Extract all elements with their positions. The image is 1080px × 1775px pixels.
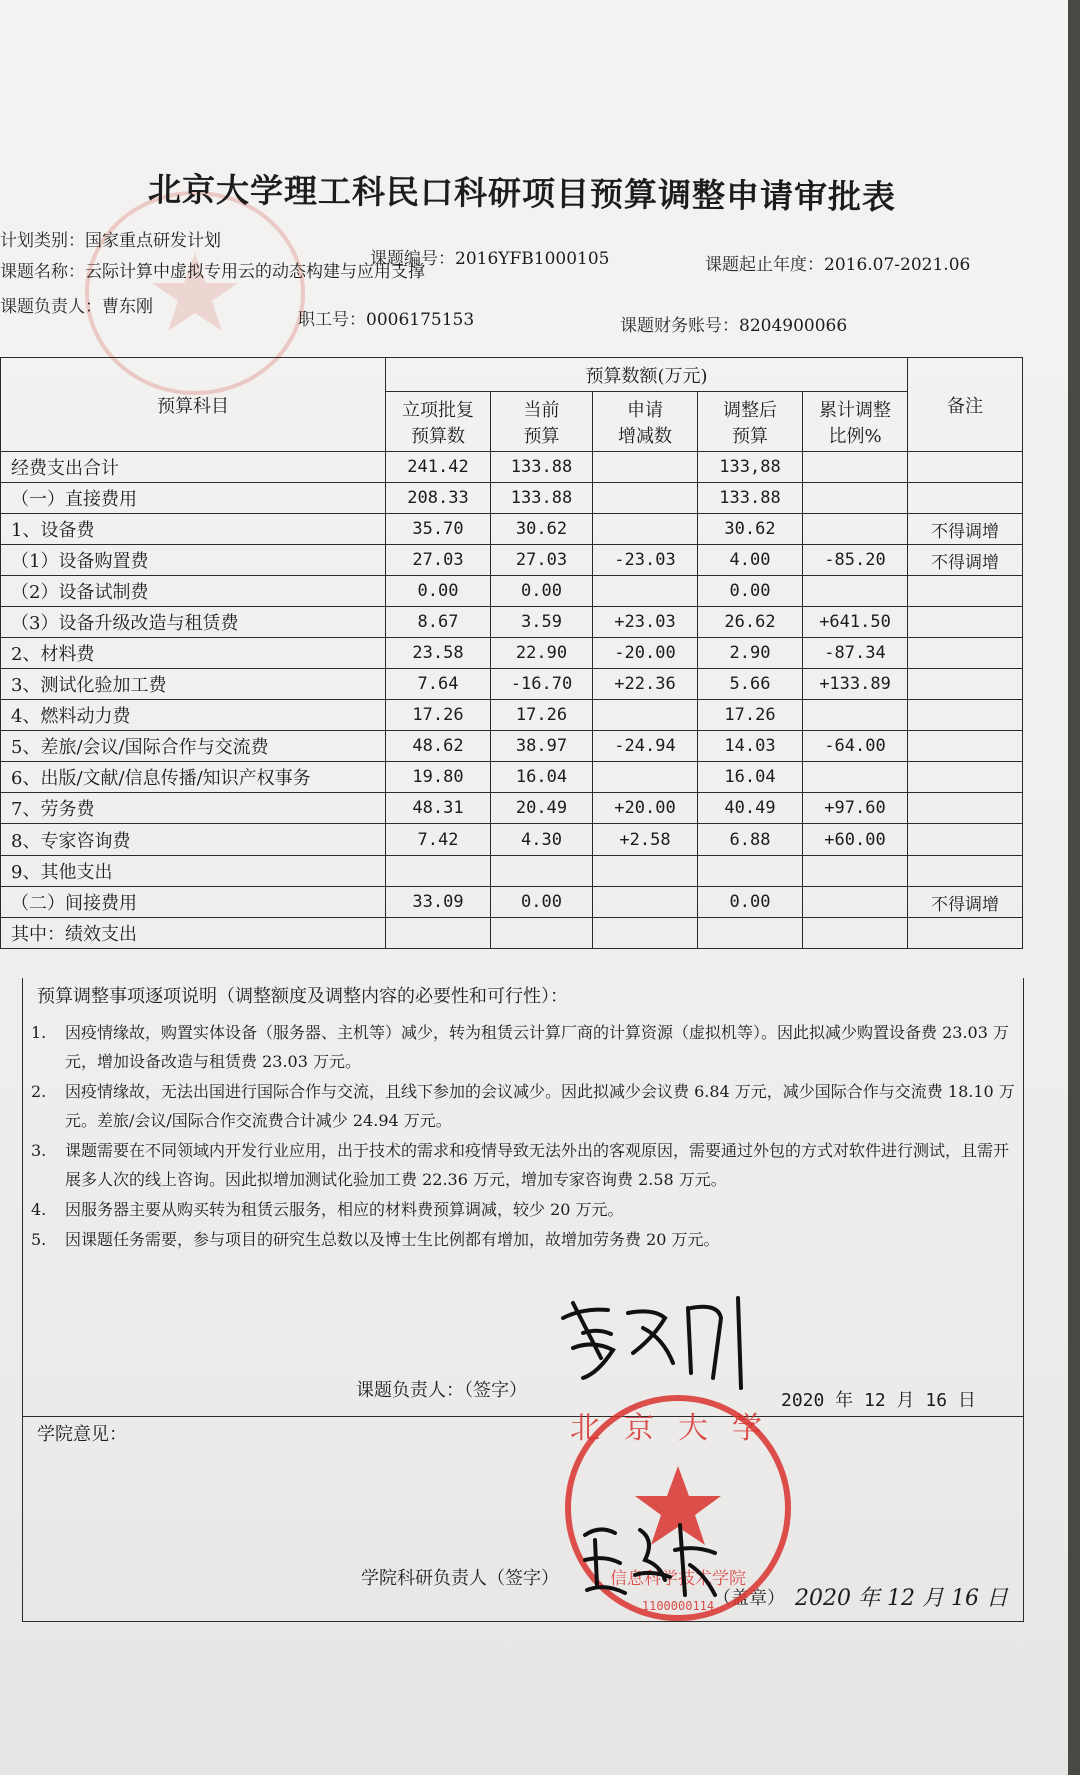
page-title: 北京大学理工科民口科研项目预算调整申请审批表 [147,169,897,217]
table-row [1,514,1023,545]
cell-change: +20.00 [593,793,698,824]
table-row [1,856,1023,887]
college-opinion-section [22,1416,1024,1622]
row-name: 3、测试化验加工费 [1,669,386,700]
cell-adjusted: 133,88 [698,452,803,483]
cell-adjusted: 0.00 [698,576,803,607]
list-item-number: 4. [31,1200,47,1219]
cell-change [593,856,698,887]
cell-adjusted: 5.66 [698,669,803,700]
cell-change: +2.58 [593,824,698,856]
cell-change [593,514,698,545]
cell-approved: 23.58 [386,638,491,669]
cell-current: 30.62 [491,514,593,545]
table-row [1,700,1023,731]
cell-change [593,576,698,607]
cell-remark [908,669,1023,700]
header-ratio: 累计调整 比例% [803,392,908,452]
project-name-field: 课题名称：云际计算中虚拟专用云的动态构建与应用支撑 [0,262,425,282]
cell-current: 38.97 [491,731,593,762]
cell-approved: 17.26 [386,700,491,731]
cell-change [593,700,698,731]
cell-ratio: -87.34 [803,638,908,669]
header-approved: 立项批复 预算数 [386,392,491,452]
cell-current [491,856,593,887]
budget-table [0,357,1023,949]
cell-current: 133.88 [491,452,593,483]
cell-adjusted: 40.49 [698,793,803,824]
list-item-text: 因服务器主要从购买转为租赁云服务，相应的材料费预算调减，较少 20 万元。 [65,1200,624,1219]
cell-ratio [803,576,908,607]
cell-change: -20.00 [593,638,698,669]
table-row [1,887,1023,918]
cell-remark [908,918,1023,949]
leader-sign-date: 2020 年 12 月 16 日 [781,1390,976,1411]
college-sign-label: 学院科研负责人（签字） [361,1568,559,1589]
cell-current: 0.00 [491,576,593,607]
cell-adjusted: 2.90 [698,638,803,669]
cell-approved: 0.00 [386,576,491,607]
row-name: （3）设备升级改造与租赁费 [1,607,386,638]
cell-adjusted: 26.62 [698,607,803,638]
cell-adjusted: 14.03 [698,731,803,762]
cell-adjusted: 133.88 [698,483,803,514]
cell-change [593,452,698,483]
cell-current: 3.59 [491,607,593,638]
table-row [1,793,1023,824]
table-row [1,669,1023,700]
cell-remark [908,700,1023,731]
cell-adjusted: 6.88 [698,824,803,856]
table-row [1,545,1023,576]
list-item-text: 因课题任务需要，参与项目的研究生总数以及博士生比例都有增加，故增加劳务费 20 万元。 [65,1230,720,1249]
cell-remark [908,638,1023,669]
cell-ratio: +60.00 [803,824,908,856]
cell-approved: 27.03 [386,545,491,576]
cell-approved [386,856,491,887]
cell-remark [908,856,1023,887]
table-row [1,483,1023,514]
list-item [31,1225,1016,1254]
cell-approved: 33.09 [386,887,491,918]
cell-change: -23.03 [593,545,698,576]
cell-ratio [803,700,908,731]
header-remark: 备注 [908,358,1023,452]
cell-current: 0.00 [491,887,593,918]
row-name: 2、材料费 [1,638,386,669]
project-no-field: 课题编号：2016YFB1000105 [370,249,610,269]
cell-current: 16.04 [491,762,593,793]
cell-change [593,762,698,793]
row-name: 7、劳务费 [1,793,386,824]
cell-change [593,887,698,918]
table-row [1,918,1023,949]
cell-adjusted: 4.00 [698,545,803,576]
college-opinion-label: 学院意见： [37,1424,127,1445]
adjustment-notes [22,978,1024,1417]
list-item [31,1136,1016,1194]
table-row [1,638,1023,669]
cell-ratio [803,887,908,918]
cell-approved: 48.31 [386,793,491,824]
cell-change: +22.36 [593,669,698,700]
list-item-number: 5. [31,1230,47,1249]
account-field: 课题财务账号：8204900066 [620,316,848,336]
row-name: 8、专家咨询费 [1,824,386,856]
staff-no-field: 职工号：0006175153 [298,310,475,330]
row-name: 4、燃料动力费 [1,700,386,731]
row-name: 5、差旅/会议/国际合作与交流费 [1,731,386,762]
cell-approved: 7.64 [386,669,491,700]
leader-field: 课题负责人：曹东刚 [0,297,153,317]
cell-remark: 不得调增 [908,887,1023,918]
cell-approved: 35.70 [386,514,491,545]
table-row [1,731,1023,762]
cell-remark: 不得调增 [908,514,1023,545]
list-item-text: 课题需要在不同领域内开发行业应用，出于技术的需求和疫情导致无法外出的客观原因，需要通过外包的方式对软件进行测试，且需开展多人次的线上咨询。因此拟增加测试化验加工费 22.36 万元，增加专家咨询费 2.58 万元。 [65,1141,1010,1189]
cell-current: 133.88 [491,483,593,514]
cell-ratio: +133.89 [803,669,908,700]
header-amount-group: 预算数额(万元) [386,358,908,392]
cell-ratio: -64.00 [803,731,908,762]
list-item [31,1077,1016,1135]
cell-current: 20.49 [491,793,593,824]
cell-remark [908,793,1023,824]
row-name: 1、设备费 [1,514,386,545]
cell-adjusted [698,918,803,949]
row-name: 其中：绩效支出 [1,918,386,949]
cell-ratio [803,918,908,949]
table-row [1,607,1023,638]
cell-approved: 7.42 [386,824,491,856]
leader-signature [553,1278,763,1398]
cell-change [593,483,698,514]
cell-ratio [803,762,908,793]
cell-current: 4.30 [491,824,593,856]
header-current: 当前 预算 [491,392,593,452]
cell-approved: 48.62 [386,731,491,762]
seal-number: 1100000114 [641,1599,715,1613]
cell-adjusted: 0.00 [698,887,803,918]
cell-remark [908,576,1023,607]
cell-remark [908,762,1023,793]
cell-current [491,918,593,949]
list-item-text: 因疫情缘故，购置实体设备（服务器、主机等）减少，转为租赁云计算厂商的计算资源（虚拟机等）。因此拟减少购置设备费 23.03 万元，增加设备改造与租赁费 23.03 万元。 [65,1023,1009,1071]
leader-sign-label: 课题负责人：（签字） [356,1380,527,1401]
table-row [1,762,1023,793]
cell-ratio: -85.20 [803,545,908,576]
cell-ratio [803,514,908,545]
seal-text: 北京大学 [570,1411,786,1446]
college-sign-date: 2020 年 12 月 16 日 [795,1586,1008,1611]
notes-heading: 预算调整事项逐项说明（调整额度及调整内容的必要性和可行性）： [37,986,568,1007]
table-row [1,452,1023,483]
plan-type-field: 计划类别：国家重点研发计划 [0,231,221,251]
cell-ratio: +641.50 [803,607,908,638]
cell-current: 22.90 [491,638,593,669]
header-change: 申请 增减数 [593,392,698,452]
cell-remark [908,607,1023,638]
cell-adjusted [698,856,803,887]
cell-remark [908,483,1023,514]
cell-remark: 不得调增 [908,545,1023,576]
row-name: 经费支出合计 [1,452,386,483]
cell-adjusted: 16.04 [698,762,803,793]
cell-approved [386,918,491,949]
cell-ratio [803,856,908,887]
cell-ratio [803,452,908,483]
cell-approved: 208.33 [386,483,491,514]
cell-approved: 241.42 [386,452,491,483]
list-item [31,1018,1016,1076]
row-name: 9、其他支出 [1,856,386,887]
list-item-text: 因疫情缘故，无法出国进行国际合作与交流，且线下参加的会议减少。因此拟减少会议费 6.84 万元，减少国际合作与交流费 18.10 万元。差旅/会议/国际合作交流费合计减少 24.94 万元。 [65,1082,1015,1130]
cell-change [593,918,698,949]
college-seal-label: （盖章） [713,1588,785,1609]
table-row [1,824,1023,856]
cell-remark [908,452,1023,483]
notes-list [31,1018,1016,1255]
cell-approved: 8.67 [386,607,491,638]
list-item-number: 3. [31,1141,47,1160]
college-signature [575,1505,725,1605]
row-name: （一）直接费用 [1,483,386,514]
table-row [1,576,1023,607]
row-name: （1）设备购置费 [1,545,386,576]
cell-current: 27.03 [491,545,593,576]
list-item [31,1195,1016,1224]
cell-ratio [803,483,908,514]
cell-adjusted: 30.62 [698,514,803,545]
cell-remark [908,731,1023,762]
cell-remark [908,824,1023,856]
cell-adjusted: 17.26 [698,700,803,731]
cell-current: -16.70 [491,669,593,700]
row-name: （2）设备试制费 [1,576,386,607]
cell-current: 17.26 [491,700,593,731]
row-name: 6、出版/文献/信息传播/知识产权事务 [1,762,386,793]
seal-sub-text: 信息科学技术学院 [610,1569,746,1589]
period-field: 课题起止年度：2016.07-2021.06 [705,255,971,275]
cell-approved: 19.80 [386,762,491,793]
list-item-number: 2. [31,1082,47,1101]
header-adjusted: 调整后 预算 [698,392,803,452]
row-name: （二）间接费用 [1,887,386,918]
header-subject: 预算科目 [1,358,386,452]
cell-ratio: +97.60 [803,793,908,824]
cell-change: +23.03 [593,607,698,638]
list-item-number: 1. [31,1023,47,1042]
cell-change: -24.94 [593,731,698,762]
